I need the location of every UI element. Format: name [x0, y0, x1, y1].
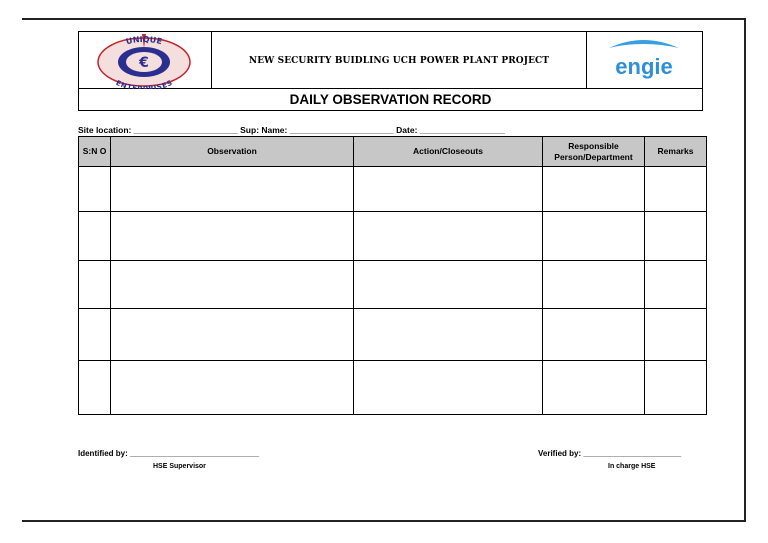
cell-sno[interactable] — [79, 212, 111, 261]
cell-observation[interactable] — [111, 309, 354, 361]
cell-remarks[interactable] — [645, 167, 707, 212]
table-row — [79, 261, 707, 309]
cell-observation[interactable] — [111, 261, 354, 309]
date-blank[interactable]: __________________ — [419, 125, 505, 135]
table-header-row — [79, 137, 707, 167]
cell-sno[interactable] — [79, 167, 111, 212]
cell-observation[interactable] — [111, 212, 354, 261]
verified-by-blank[interactable]: ______________________ — [583, 449, 682, 458]
svg-text:ENGIE: ENGIE — [615, 54, 673, 79]
verified-by-label: Verified by: — [538, 449, 582, 458]
svg-text:€: € — [139, 55, 149, 71]
col-action: Action/Closeouts — [354, 137, 543, 167]
svg-text:UNIQUE: UNIQUE — [125, 34, 163, 47]
col-sno: S:N O — [79, 137, 111, 167]
cell-action[interactable] — [354, 167, 543, 212]
table-row — [79, 309, 707, 361]
document-header — [78, 31, 703, 112]
sup-name-label: Sup: Name: — [240, 125, 288, 135]
engie-logo-cell — [587, 32, 702, 89]
cell-sno[interactable] — [79, 261, 111, 309]
header-top-row — [78, 31, 703, 89]
cell-remarks[interactable] — [645, 361, 707, 415]
sup-name-blank[interactable]: ______________________ — [289, 125, 394, 135]
cell-observation[interactable] — [111, 361, 354, 415]
verified-role: In charge HSE — [608, 463, 656, 470]
cell-responsible[interactable] — [543, 261, 645, 309]
identified-by-line — [78, 449, 259, 458]
cell-responsible[interactable] — [543, 212, 645, 261]
unique-enterprises-logo-icon — [78, 32, 212, 89]
project-title: NEW SECURITY BUIDLING UCH POWER PLANT PROJECT — [212, 32, 587, 89]
observation-table — [78, 136, 707, 415]
cell-action[interactable] — [354, 261, 543, 309]
cell-responsible[interactable] — [543, 309, 645, 361]
identified-by-blank[interactable]: _____________________________ — [130, 449, 260, 458]
cell-action[interactable] — [354, 212, 543, 261]
col-responsible: Responsible Person/Department — [543, 137, 645, 167]
record-title: DAILY OBSERVATION RECORD — [78, 89, 703, 111]
col-observation: Observation — [111, 137, 354, 167]
identified-by-label: Identified by: — [78, 449, 128, 458]
cell-action[interactable] — [354, 309, 543, 361]
logo-cell — [78, 32, 212, 89]
verified-by-line — [538, 449, 681, 458]
svg-text:ENTERPRISES: ENTERPRISES — [114, 78, 174, 89]
form-fields-line — [78, 125, 505, 135]
table-row — [79, 167, 707, 212]
identified-role: HSE Supervisor — [153, 463, 206, 470]
cell-action[interactable] — [354, 361, 543, 415]
date-label: Date: — [396, 125, 418, 135]
cell-responsible[interactable] — [543, 167, 645, 212]
cell-remarks[interactable] — [645, 261, 707, 309]
cell-remarks[interactable] — [645, 212, 707, 261]
site-location-label: Site location: — [78, 125, 132, 135]
cell-sno[interactable] — [79, 361, 111, 415]
table-row — [79, 212, 707, 261]
cell-remarks[interactable] — [645, 309, 707, 361]
cell-responsible[interactable] — [543, 361, 645, 415]
table-row — [79, 361, 707, 415]
cell-observation[interactable] — [111, 167, 354, 212]
col-remarks: Remarks — [645, 137, 707, 167]
engie-logo-icon — [587, 32, 702, 89]
cell-sno[interactable] — [79, 309, 111, 361]
site-location-blank[interactable]: ______________________ — [133, 125, 238, 135]
